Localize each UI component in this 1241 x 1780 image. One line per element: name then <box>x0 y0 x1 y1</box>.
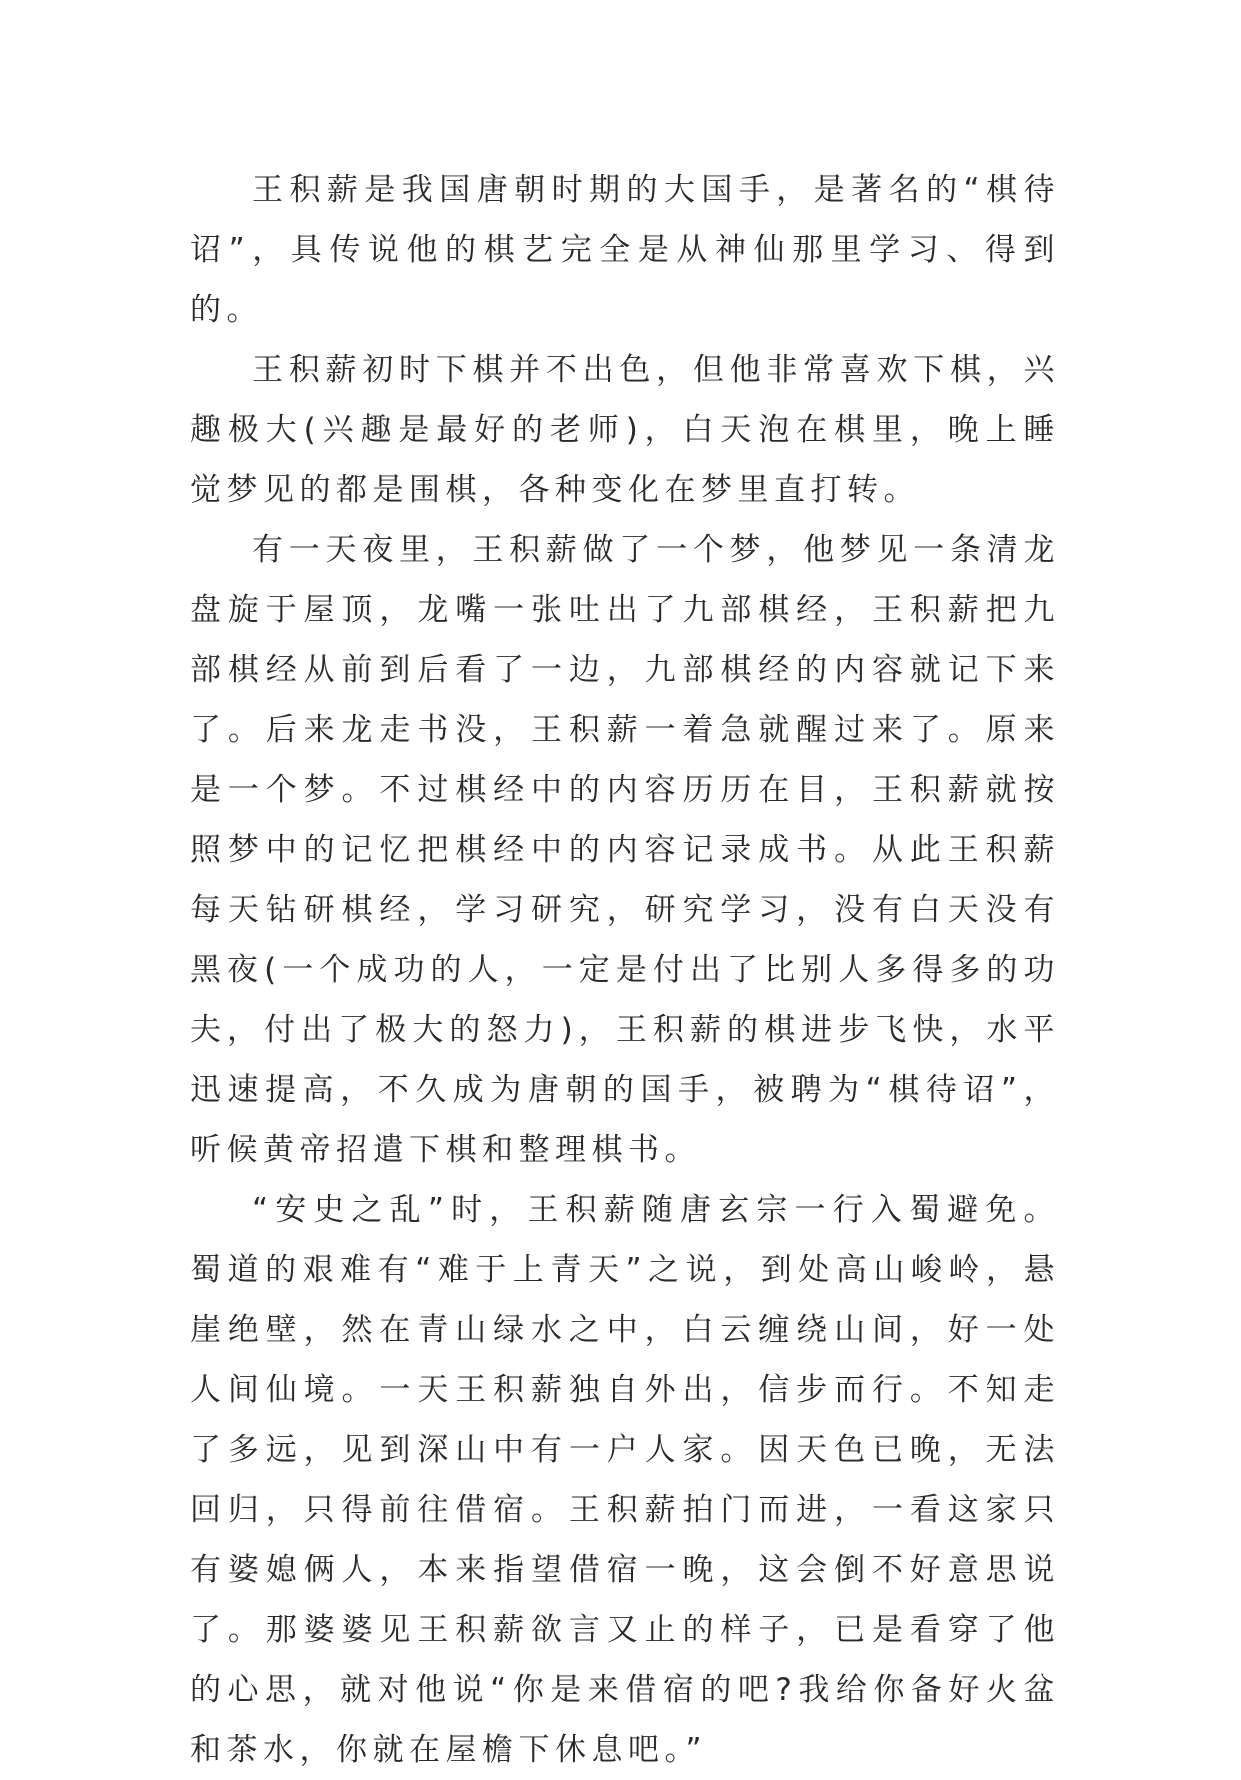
paragraph-4: “安史之乱”时，王积薪随唐玄宗一行入蜀避免。蜀道的艰难有“难于上青天”之说，到处高山峻岭，悬崖绝壁，然在青山绿水之中，白云缠绕山间，好一处人间仙境。一天王积薪独自外出，信步而行。不知走了多远，见到深山中有一户人家。因天色已晚，无法回归，只得前往借宿。王积薪拍门而进，一看这家只有婆媳俩人，本来指望借宿一晚，这会倒不好意思说了。那婆婆见王积薪欲言又止的样子，已是看穿了他的心思，就对他说“你是来借宿的吧?我给你备好火盆和茶水，你就在屋檐下休息吧。” <box>190 1192 1060 1768</box>
paragraph-2: 王积薪初时下棋并不出色，但他非常喜欢下棋，兴趣极大(兴趣是最好的老师)，白天泡在棋里，晚上睡觉梦见的都是围棋，各种变化在梦里直打转。 <box>190 352 1060 508</box>
paragraph-3: 有一天夜里，王积薪做了一个梦，他梦见一条清龙盘旋于屋顶，龙嘴一张吐出了九部棋经，王积薪把九部棋经从前到后看了一边，九部棋经的内容就记下来了。后来龙走书没，王积薪一着急就醒过来了。原来是一个梦。不过棋经中的内容历历在目，王积薪就按照梦中的记忆把棋经中的内容记录成书。从此王积薪每天钻研棋经，学习研究，研究学习，没有白天没有黑夜(一个成功的人，一定是付出了比别人多得多的功夫，付出了极大的怒力)，王积薪的棋进步飞快，水平迅速提高，不久成为唐朝的国手，被聘为“棋待诏”，听候黄帝招遣下棋和整理棋书。 <box>190 532 1060 1168</box>
paragraph-1: 王积薪是我国唐朝时期的大国手，是著名的“棋待诏”，具传说他的棋艺完全是从神仙那里学习、得到的。 <box>190 172 1060 328</box>
document-body <box>190 160 1060 1780</box>
